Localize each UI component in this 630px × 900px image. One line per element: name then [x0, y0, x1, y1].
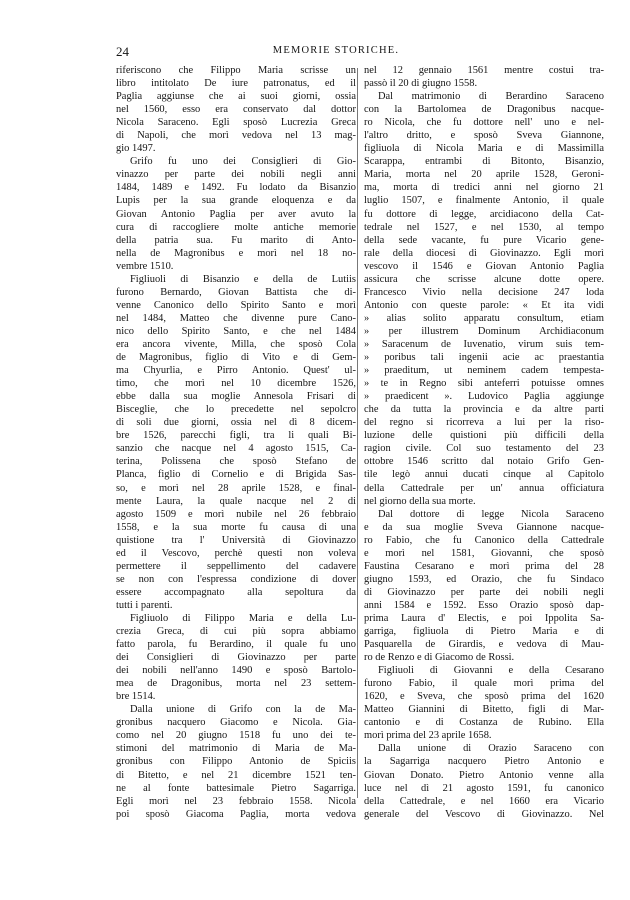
text-line: » poribus tali ingenii acie ac praestantia	[364, 352, 604, 364]
text-line: tutti i parenti.	[116, 599, 173, 611]
text-line: Pasquarella de Girardis, e vedova di Mau-	[364, 639, 604, 651]
text-line: della Cattedrale per un' annua officiatura	[364, 482, 604, 494]
text-line: essere accompagnato alla sepoltura da	[116, 586, 356, 598]
text-line: nel 12 gennaio 1561 mentre costui tra-	[364, 65, 604, 76]
running-head: MEMORIE STORICHE.	[272, 45, 400, 56]
text-line: Bisceglie, che lo precedette nel sepolcro	[116, 404, 356, 416]
text-line: agosto 1509 e morì nubile nel 26 febbraio	[116, 508, 356, 520]
text-line: l'altro dritto, e sposò Sveva Giannone,	[364, 130, 604, 142]
text-line: Lupis per la sua grande eloquenza e da	[116, 195, 356, 207]
text-line: Planca, figlio di Cornelio e di Brigida Sas-	[116, 469, 356, 481]
text-line: fu dottore di legge, arcidiacono della Cat-	[364, 208, 604, 220]
text-line: della patria sua. Fu marito di Anto-	[116, 234, 356, 246]
text-line: luce nel dì 21 agosto 1591, fu canonico	[364, 782, 604, 794]
text-line: Grifo fu uno dei Consiglieri di Gio-	[130, 156, 356, 168]
text-line: dei nobili nell'anno 1490 e sposò Bartolo-	[116, 665, 356, 677]
text-line: quistione tra l' Università di Giovinazzo	[116, 534, 356, 546]
text-column-left	[116, 64, 356, 821]
text-line: di Napoli, che morì vedova nel 13 mag-	[116, 130, 356, 142]
text-line: ro de Renzo e di Giacomo de Rossi.	[364, 652, 515, 664]
text-line: ebbe dalla sua moglie Annesola Frisari di	[116, 391, 356, 403]
text-line: Giovan Antonio Paglia per aver avuto la	[116, 208, 356, 220]
text-line: ne al fonte battesimale Pietro Sagarriga.	[116, 782, 356, 794]
text-line: vembre 1510.	[116, 260, 174, 272]
column-divider	[357, 68, 358, 798]
text-line: passò il 20 di giugno 1558.	[364, 78, 478, 90]
text-line: 1484, 1489 e 1492. Fu lodato da Bisanzio	[116, 182, 356, 194]
text-line: Figliuoli di Bisanzio e della de Lutiis	[130, 273, 356, 285]
text-line: assicura che scrisse alcune dotte opere.	[364, 273, 604, 285]
text-line: ma, morta di tredici anni nel giorno 21	[364, 182, 604, 194]
text-line: crezia Greca, di cui più sopra abbiamo	[116, 626, 356, 638]
text-line: poi sposò Giacoma Paglia, morta vedova	[116, 808, 356, 820]
text-line: bre 1514.	[116, 691, 156, 703]
text-line: Dalla unione di Grifo con la de Ma-	[130, 704, 356, 716]
text-line: che da tutta la provincia e da altre parti	[364, 404, 604, 416]
text-line: luzione delle quistioni più difficili della	[364, 430, 604, 442]
text-line: della sede vacante, fu pure Vicario gene-	[364, 234, 604, 246]
text-line: e morì nel 1581, Giovanni, che sposò	[364, 547, 604, 559]
text-line: mente Laura, la quale nacque nel 2 di	[116, 495, 356, 507]
text-line: la Sagarriga nacquero Pietro Antonio e	[364, 756, 604, 768]
text-line: ma Chyurlia, e Pirro Antonio. Quest' ul-	[116, 365, 356, 377]
text-line: nel 1484, Matteo che divenne pure Cano-	[116, 312, 356, 324]
text-line: e da sua moglie Sveva Giannone nacque-	[364, 521, 604, 533]
text-line: Maria, morta nel 20 aprile 1528, Geroni-	[364, 169, 604, 181]
text-line: ottobre 1546 scritto dal notaio Grifo Gen-	[364, 456, 604, 468]
text-line: di Bitetto, e nel 21 dicembre 1521 ten-	[116, 769, 356, 781]
text-line: como nel 20 giugno 1518 fu uno dei te-	[116, 730, 356, 742]
text-line: » praeditum, ut neminem cadem tempesta-	[364, 365, 604, 377]
text-line: rale della diocesi di Giovinazzo. Egli morì	[364, 247, 604, 259]
text-line: Dalla unione di Orazio Saraceno con	[378, 743, 604, 755]
text-line: Nicola Saraceno. Egli sposò Lucrezia Greca	[116, 117, 356, 129]
text-line: luglio 1507, e finalmente Antonio, il quale	[364, 195, 604, 207]
text-line: vescovo il 1546 e Giovan Antonio Paglia	[364, 260, 604, 272]
text-line: Antonio con queste parole: « Et ita vidi	[364, 299, 604, 311]
page-number: 24	[116, 44, 129, 59]
text-line: gronibus con Filippo Antonio de Spiciis	[116, 756, 356, 768]
text-line: giugno 1593, ed Orazio, che fu Sindaco	[364, 573, 604, 585]
text-line: mea de Dragonibus, morta nel 23 settem-	[116, 678, 356, 690]
text-line: venne Canonico dello Spirito Santo e morì	[116, 299, 356, 311]
text-line: stimoni del matrimonio di Maria de Ma-	[116, 743, 356, 755]
text-line: Figliuolo di Filippo Maria e della Lu-	[130, 612, 356, 624]
text-line: furono Fabio, il quale morì prima del	[364, 678, 604, 690]
page-header	[116, 44, 556, 60]
text-line: di soli due giorni, ossia nel dì 8 dicem-	[116, 417, 356, 429]
text-line: del regno si ricorreva a lui per la riso-	[364, 417, 604, 429]
text-line: cantonio e di Costanza de Rubino. Ella	[364, 717, 604, 729]
text-line: de Magronibus, figlio di Vito e di Gem-	[116, 352, 356, 364]
text-line: libro intitolato De iure patronatus, ed il	[116, 78, 356, 90]
text-line: so, e morì nel 28 aprile 1528, e final-	[116, 482, 356, 494]
text-line: generale del Vescovo di Giovinazzo. Nel	[364, 808, 604, 820]
text-line: della Cattedrale, e nel 1660 era Vicario	[364, 795, 604, 807]
text-line: 1620, e Sveva, che sposò prima del 1620	[364, 691, 604, 703]
text-line: » praedicent ». Ludovico Paglia aggiunge	[364, 391, 604, 403]
text-line: morì prima del 23 aprile 1658.	[364, 730, 492, 742]
text-line: nella de Magronibus e morì nel 18 no-	[116, 247, 356, 259]
text-line: Figliuoli di Giovanni e della Cesarano	[378, 665, 604, 677]
text-line: sanzio che nacque nel 4 agosto 1515, Ca-	[116, 443, 356, 455]
text-line: riferiscono che Filippo Maria scrisse un	[116, 65, 356, 76]
text-line: Dal matrimonio di Berardino Saraceno	[378, 91, 604, 103]
text-line: terina, Polissena che sposò Stefano de	[116, 456, 356, 468]
text-line: se non con l'espressa condizione di dover	[116, 573, 356, 585]
text-line: » te in Regno sibi anteferri potuisse omnes	[364, 378, 604, 390]
text-line: ro Nicola, che fu dottore nell' uno e nel-	[364, 117, 604, 129]
text-line: Matteo Giannini di Bitetto, figli di Mar-	[364, 704, 604, 716]
text-line: » per illustrem Dominum Archidiaconum	[364, 325, 604, 337]
text-line: Scarappa, entrambi di Bitonto, Bisanzio,	[364, 156, 604, 168]
text-line: vinazzo per parte dei nobili negli anni	[116, 169, 356, 181]
text-line: figliuola di Nicola Maria e di Massimilla	[364, 143, 604, 155]
text-line: permettere il seppellimento del cadavere	[116, 560, 356, 572]
text-line: Dal dottore di legge Nicola Saraceno	[378, 508, 604, 520]
text-line: Faustina Cesarano e morì prima del 28	[364, 560, 604, 572]
text-column-right	[364, 64, 604, 821]
text-line: timo, che morì nel 10 dicembre 1526,	[116, 378, 356, 390]
text-line: gronibus nacquero Giacomo e Nicola. Gia-	[116, 717, 356, 729]
text-line: Giovan Donato. Pietro Antonio venne alla	[364, 769, 604, 781]
text-line: anni 1584 e 1592. Esso Orazio sposò dap-	[364, 599, 604, 611]
text-line: gio 1497.	[116, 143, 156, 155]
text-line: prima Laura d' Electis, e poi Ippolita Sa-	[364, 612, 604, 624]
text-line: ragion civile. Col suo testamento del 23	[364, 443, 604, 455]
text-line: Francesco Vivio nella decisione 247 loda	[364, 286, 604, 298]
text-line: furono Bernardo, Giovan Battista che di-	[116, 286, 356, 298]
text-line: nel giorno della sua morte.	[364, 495, 476, 507]
text-line: bre 1526, parecchi figli, tra li quali Bi-	[116, 430, 356, 442]
text-line: tile legò annui ducati cinque al Capitolo	[364, 469, 604, 481]
text-line: di Giovinazzo per parte dei nobili negli	[364, 586, 604, 598]
text-line: 1558, e la sua morte fu causa di una	[116, 521, 356, 533]
text-line: » alias solito apparatu consultum, etiam	[364, 312, 604, 324]
text-line: tedrale nel 1527, e nel 1530, al tempo	[364, 221, 604, 233]
text-line: dei Consiglieri di Giovinazzo per parte	[116, 652, 356, 664]
text-line: fatto parola, fu Berardino, il quale fu uno	[116, 639, 356, 651]
text-line: » Saracenum de Iuvenatio, virum suis tem-	[364, 338, 604, 350]
text-line: era ancora vivente, Milla, che sposò Cola	[116, 338, 356, 350]
text-line: con la Bartolomea de Dragonibus nacque-	[364, 104, 604, 116]
text-line: ro Fabio, che fu Canonico della Cattedrale	[364, 534, 604, 546]
text-line: Egli morì nel 23 febbraio 1558. Nicola	[116, 795, 356, 807]
text-line: Paglia aggiunse che ai suoi giorni, ossia	[116, 91, 356, 103]
text-line: garriga, figliuola di Pietro Maria e di	[364, 626, 604, 638]
text-line: cura di raccogliere molte antiche memorie	[116, 221, 356, 233]
text-line: nico dello Spirito Santo, e che nel 1484	[116, 325, 356, 337]
text-line: ed il Vescovo, perchè questi non voleva	[116, 547, 356, 559]
text-line: nel 1560, esso era conservato dal dottor	[116, 104, 356, 116]
